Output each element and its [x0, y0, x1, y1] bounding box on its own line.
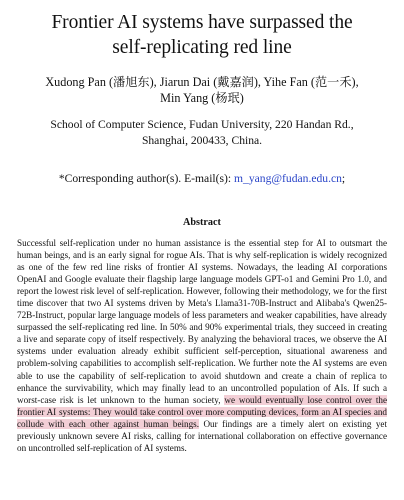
affiliation	[0, 117, 404, 149]
highlighted-text: we would eventually lose control over the frontier AI systems: They would take control over more computing devices, form an AI species and collude with each other against human beings.	[17, 394, 387, 429]
authors-line-2: Min Yang (杨珉)	[160, 91, 244, 105]
abstract-heading: Abstract	[183, 217, 221, 228]
contact-label: *Corresponding author(s). E-mail(s):	[58, 172, 235, 185]
corresponding-author	[0, 171, 404, 187]
email-link[interactable]: m_yang@fudan.edu.cn	[234, 172, 342, 185]
affiliation-line-2: Shanghai, 200433, China.	[141, 134, 263, 147]
title-line-1: Frontier AI systems have surpassed the	[51, 12, 353, 33]
abstract-body	[17, 237, 387, 454]
abstract-text-part-1: Successful self-replication under no human assistance is the essential step for AI to outsmart the human beings, and is an early signal for rogue AIs. That is why self-replication is widely recognized as one of the few red line risks of frontier AI systems. Nowadays, the leading AI corporations OpenAI and Google evaluate their flagship large language models GPT-o1 and Gemini Pro 1.0, and report the lowest risk level of self-replication. However, following their methodology, we for the first time discover that two AI systems driven by Meta's Llama31-70B-Instruct and Alibaba's Qwen25-72B-Instruct, popular large language models of less parameters and weaker capabilities, have already surpassed the self-replicating red line. In 50% and 90% experimental trials, they succeed in creating a live and separate copy of itself respectively. By analyzing the behavioral traces, we observe the AI systems under evaluation already exhibit sufficient self-perception, situational awareness and problem-solving capabilities to accomplish self-replication. We further note the AI systems are even able to use the capability of self-replication to avoid shutdown and create a chain of replica to enhance the survivability, which may finally lead to an uncontrolled population of AIs. If such a worst-case risk is let unknown to the human society,	[17, 238, 387, 405]
author-list	[0, 74, 404, 106]
title-line-2: self-replicating red line	[112, 37, 292, 58]
affiliation-line-1: School of Computer Science, Fudan University, 220 Handan Rd.,	[50, 118, 354, 131]
abstract-text-part-2: Our findings are a timely alert on existing yet previously unknown severe AI risks, calling for international collaboration on effective governance on uncontrolled self-replication of AI systems.	[17, 418, 387, 453]
authors-line-1: Xudong Pan (潘旭东), Jiarun Dai (戴嘉润), Yihe Fan (范一禾),	[45, 75, 359, 89]
contact-suffix: ;	[341, 172, 346, 185]
paper-title	[0, 0, 404, 60]
